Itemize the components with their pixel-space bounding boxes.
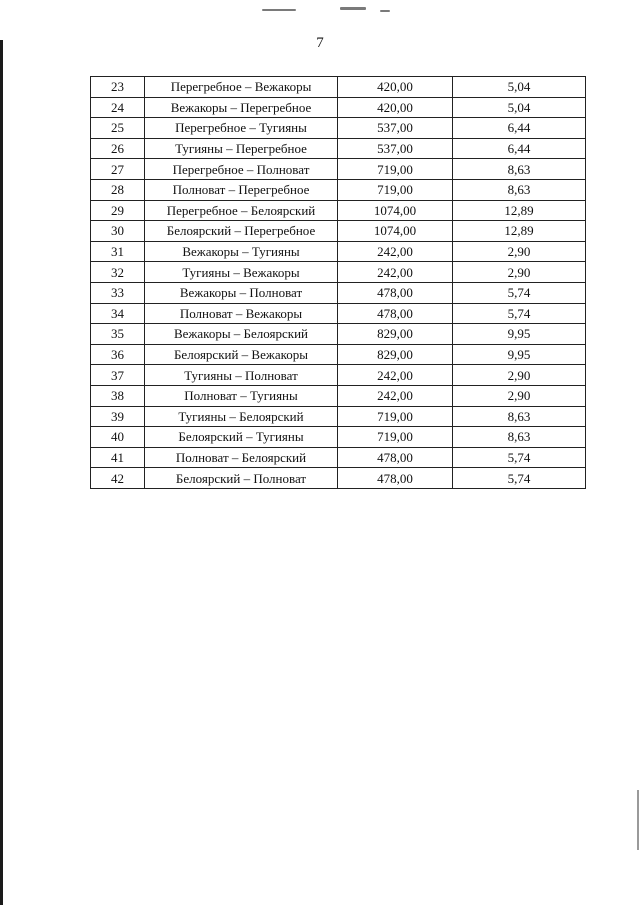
- table-row: [91, 406, 586, 427]
- price-cell: 2,90: [453, 365, 586, 386]
- distance-cell: 242,00: [338, 385, 453, 406]
- distance-cell: 478,00: [338, 447, 453, 468]
- row-number-cell: 23: [91, 77, 145, 98]
- row-number-cell: 39: [91, 406, 145, 427]
- price-cell: 8,63: [453, 179, 586, 200]
- route-cell: Перегребное – Белоярский: [145, 200, 338, 221]
- row-number-cell: 27: [91, 159, 145, 180]
- scan-artifact: [340, 7, 366, 10]
- table-row: [91, 159, 586, 180]
- row-number-cell: 29: [91, 200, 145, 221]
- price-cell: 8,63: [453, 406, 586, 427]
- route-cell: Тугияны – Белоярский: [145, 406, 338, 427]
- row-number-cell: 28: [91, 179, 145, 200]
- price-cell: 5,74: [453, 282, 586, 303]
- routes-table-body: [91, 77, 586, 489]
- table-row: [91, 282, 586, 303]
- distance-cell: 242,00: [338, 262, 453, 283]
- scan-artifact: [262, 9, 296, 11]
- row-number-cell: 36: [91, 344, 145, 365]
- scan-artifact: [380, 10, 390, 12]
- route-cell: Полноват – Перегребное: [145, 179, 338, 200]
- scan-right-edge: [637, 790, 639, 850]
- price-cell: 5,74: [453, 468, 586, 489]
- route-cell: Белоярский – Полноват: [145, 468, 338, 489]
- distance-cell: 478,00: [338, 468, 453, 489]
- price-cell: 9,95: [453, 344, 586, 365]
- route-cell: Тугияны – Вежакоры: [145, 262, 338, 283]
- route-cell: Белоярский – Вежакоры: [145, 344, 338, 365]
- price-cell: 2,90: [453, 385, 586, 406]
- row-number-cell: 40: [91, 427, 145, 448]
- price-cell: 5,74: [453, 303, 586, 324]
- price-cell: 12,89: [453, 221, 586, 242]
- distance-cell: 537,00: [338, 118, 453, 139]
- distance-cell: 829,00: [338, 324, 453, 345]
- row-number-cell: 37: [91, 365, 145, 386]
- price-cell: 8,63: [453, 159, 586, 180]
- distance-cell: 829,00: [338, 344, 453, 365]
- table-row: [91, 447, 586, 468]
- row-number-cell: 41: [91, 447, 145, 468]
- row-number-cell: 30: [91, 221, 145, 242]
- route-cell: Перегребное – Вежакоры: [145, 77, 338, 98]
- row-number-cell: 42: [91, 468, 145, 489]
- route-cell: Полноват – Вежакоры: [145, 303, 338, 324]
- price-cell: 5,04: [453, 97, 586, 118]
- price-cell: 2,90: [453, 241, 586, 262]
- distance-cell: 719,00: [338, 427, 453, 448]
- distance-cell: 719,00: [338, 179, 453, 200]
- price-cell: 5,04: [453, 77, 586, 98]
- route-cell: Перегребное – Тугияны: [145, 118, 338, 139]
- row-number-cell: 26: [91, 138, 145, 159]
- distance-cell: 420,00: [338, 97, 453, 118]
- route-cell: Перегребное – Полноват: [145, 159, 338, 180]
- row-number-cell: 25: [91, 118, 145, 139]
- table-row: [91, 262, 586, 283]
- price-cell: 6,44: [453, 118, 586, 139]
- route-cell: Вежакоры – Белоярский: [145, 324, 338, 345]
- price-cell: 9,95: [453, 324, 586, 345]
- table-row: [91, 77, 586, 98]
- row-number-cell: 33: [91, 282, 145, 303]
- price-cell: 12,89: [453, 200, 586, 221]
- price-cell: 2,90: [453, 262, 586, 283]
- table-row: [91, 241, 586, 262]
- row-number-cell: 35: [91, 324, 145, 345]
- distance-cell: 719,00: [338, 406, 453, 427]
- table-row: [91, 468, 586, 489]
- table-row: [91, 385, 586, 406]
- distance-cell: 537,00: [338, 138, 453, 159]
- row-number-cell: 24: [91, 97, 145, 118]
- table-row: [91, 344, 586, 365]
- distance-cell: 1074,00: [338, 200, 453, 221]
- table-row: [91, 365, 586, 386]
- route-cell: Вежакоры – Полноват: [145, 282, 338, 303]
- price-cell: 6,44: [453, 138, 586, 159]
- distance-cell: 1074,00: [338, 221, 453, 242]
- scan-left-edge: [0, 40, 3, 905]
- price-cell: 8,63: [453, 427, 586, 448]
- distance-cell: 242,00: [338, 365, 453, 386]
- table-row: [91, 303, 586, 324]
- price-cell: 5,74: [453, 447, 586, 468]
- route-cell: Тугияны – Перегребное: [145, 138, 338, 159]
- table-row: [91, 179, 586, 200]
- route-cell: Полноват – Тугияны: [145, 385, 338, 406]
- distance-cell: 478,00: [338, 303, 453, 324]
- row-number-cell: 31: [91, 241, 145, 262]
- route-cell: Вежакоры – Тугияны: [145, 241, 338, 262]
- route-cell: Тугияны – Полноват: [145, 365, 338, 386]
- distance-cell: 420,00: [338, 77, 453, 98]
- routes-table: [90, 76, 586, 489]
- row-number-cell: 34: [91, 303, 145, 324]
- route-cell: Полноват – Белоярский: [145, 447, 338, 468]
- row-number-cell: 38: [91, 385, 145, 406]
- table-row: [91, 200, 586, 221]
- distance-cell: 719,00: [338, 159, 453, 180]
- page-number: 7: [316, 35, 324, 51]
- row-number-cell: 32: [91, 262, 145, 283]
- table-row: [91, 324, 586, 345]
- table-row: [91, 427, 586, 448]
- table-row: [91, 118, 586, 139]
- table-row: [91, 97, 586, 118]
- route-cell: Белоярский – Тугияны: [145, 427, 338, 448]
- table-row: [91, 221, 586, 242]
- distance-cell: 478,00: [338, 282, 453, 303]
- route-cell: Белоярский – Перегребное: [145, 221, 338, 242]
- table-row: [91, 138, 586, 159]
- route-cell: Вежакоры – Перегребное: [145, 97, 338, 118]
- distance-cell: 242,00: [338, 241, 453, 262]
